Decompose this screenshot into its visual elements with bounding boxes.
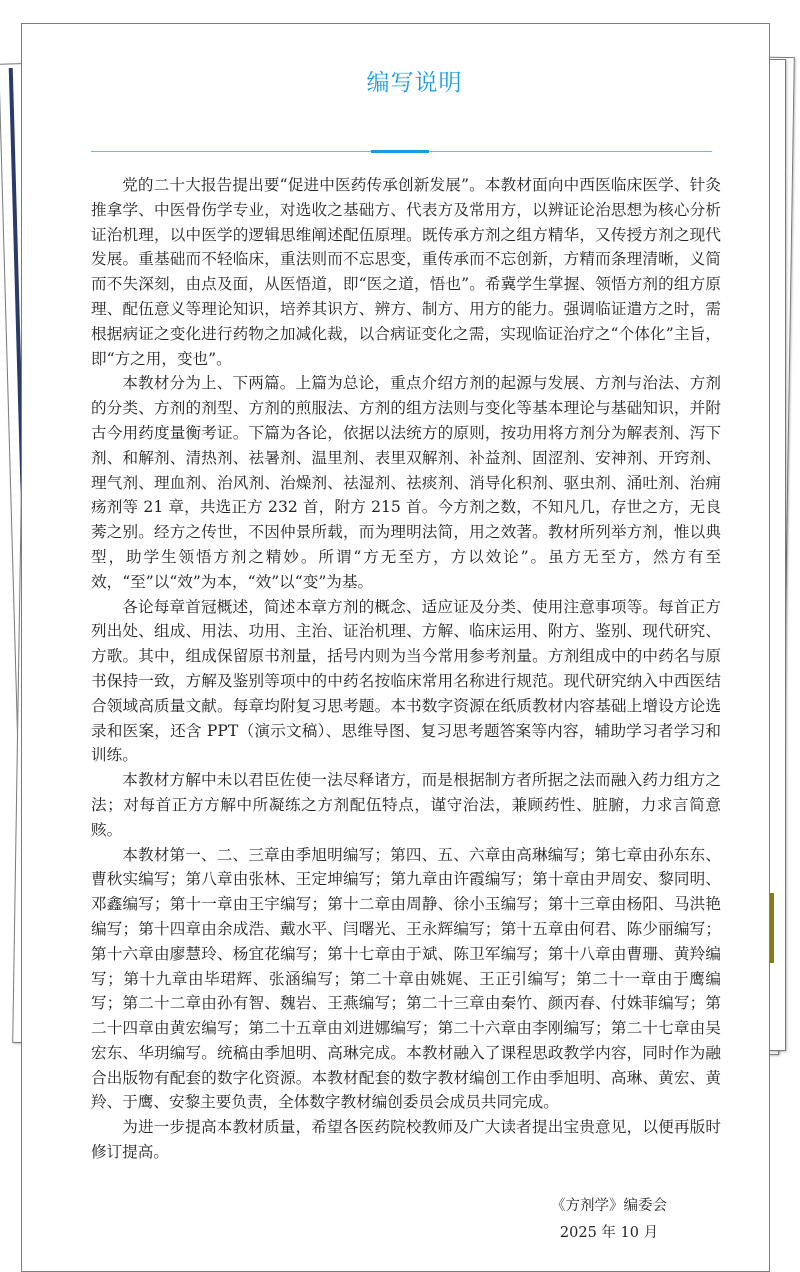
title-divider-wrap [91,150,712,153]
document-page [21,23,770,1272]
page-title: 编写说明 [366,70,463,96]
paragraph: 为进一步提高本教材质量，希望各医药院校教师及广大读者提出宝贵意见，以便再版时修订提高。 [91,1118,721,1162]
document-body [91,173,721,1165]
paragraph: 本教材方解中未以君臣佐使一法尽释诸方，而是根据制方者所据之法而融入药力组方之法；对每首正方方解中所凝练之方剂配伍特点，谨守治法，兼顾药性、脏腑，力求言简意赅。 [91,771,721,839]
paragraph: 党的二十大报告提出要“促进中医药传承创新发展”。本教材面向中西医临床医学、针灸推拿学、中医骨伤学专业，对选收之基础方、代表方及常用方，以辨证论治思想为核心分析证治机理，以中医学的逻辑思维阐述配伍原理。既传承方剂之组方精华，又传授方剂之现代发展。重基础而不轻临床，重法则而不忘思变，重传承而不忘创新，方精而条理清晰，义简而不失深刻，由点及面，从医悟道，即“医之道，悟也”。希冀学生掌握、领悟方剂的组方原理、配伍意义等理论知识，培养其识方、辨方、制方、用方的能力。强调临证遣方之时，需根据病证之变化进行药物之加减化裁，以合病证变化之需，实现临证治疗之“个体化”主旨，即“方之用，变也”。 [91,176,721,368]
signature-block [489,1193,729,1247]
paragraph: 各论每章首冠概述，简述本章方剂的概念、适应证及分类、使用注意事项等。每首正方列出处、组成、用法、功用、主治、证治机理、方解、临床运用、附方、鉴别、现代研究、方歌。其中，组成保留原书剂量，括号内则为当今常用参考剂量。方剂组成中的中药名与原书保持一致，方解及鉴别等项中的中药名按临床常用名称进行规范。现代研究纳入中西医结合领域高质量文献。每章均附复习思考题。本书数字资源在纸质教材内容基础上增设方论选录和医案，还含 PPT（演示文稿）、思维导图、复习思考题答案等内容，辅助学习者学习和训练。 [91,597,721,765]
title-divider-accent [371,150,429,153]
paragraph: 本教材分为上、下两篇。上篇为总论，重点介绍方剂的起源与发展、方剂与治法、方剂的分类、方剂的剂型、方剂的煎服法、方剂的组方法则与变化等基本理论与基础知识，并附古今用药度量衡考证。下篇为各论，依据以法统方的原则，按功用将方剂分为解表剂、泻下剂、和解剂、清热剂、祛暑剂、温里剂、表里双解剂、补益剂、固涩剂、安神剂、开窍剂、理气剂、理血剂、治风剂、治燥剂、祛湿剂、祛痰剂、消导化积剂、驱虫剂、涌吐剂、治痈疡剂等 21 章，共选正方 232 首，附方 215 首。今方剂之数，不知凡几，存世之方，无良莠之别。经方之传世，不因仲景所载，而为理明法简，用之效著。教材所列举方剂，惟以典型，助学生领悟方剂之精妙。所谓“方无至方，方以效论”。虽方无至方，然方有至效，“至”以“效”为本，“效”以“变”为基。 [91,374,721,591]
date: 2025 年 10 月 [559,1224,659,1241]
signature: 《方剂学》编委会 [551,1197,667,1214]
paragraph: 本教材第一、二、三章由季旭明编写；第四、五、六章由高琳编写；第七章由孙东东、曹秋实编写；第八章由张林、王定坤编写；第九章由许霞编写；第十章由尹周安、黎同明、邓鑫编写；第十一章由王宇编写；第十二章由周静、徐小玉编写；第十三章由杨阳、马洪艳编写；第十四章由余成浩、戴水平、闫曙光、王永辉编写；第十五章由何君、陈少丽编写；第十六章由廖慧玲、杨宜花编写；第十七章由于斌、陈卫军编写；第十八章由曹珊、黄羚编写；第十九章由毕珺辉、张涵编写；第二十章由姚娓、王正引编写；第二十一章由于鹰编写；第二十二章由孙有智、魏岩、王燕编写；第二十三章由秦竹、颜丙春、付姝菲编写；第二十四章由黄宏编写；第二十五章由刘进娜编写；第二十六章由李刚编写；第二十七章由吴宏东、华玥编写。统稿由季旭明、高琳完成。本教材融入了课程思政教学内容，同时作为融合出版物有配套的数字化资源。本教材配套的数字教材编创工作由季旭明、高琳、黄宏、黄羚、于鹰、安黎主要负责，全体数字教材编创委员会成员共同完成。 [91,845,721,1112]
